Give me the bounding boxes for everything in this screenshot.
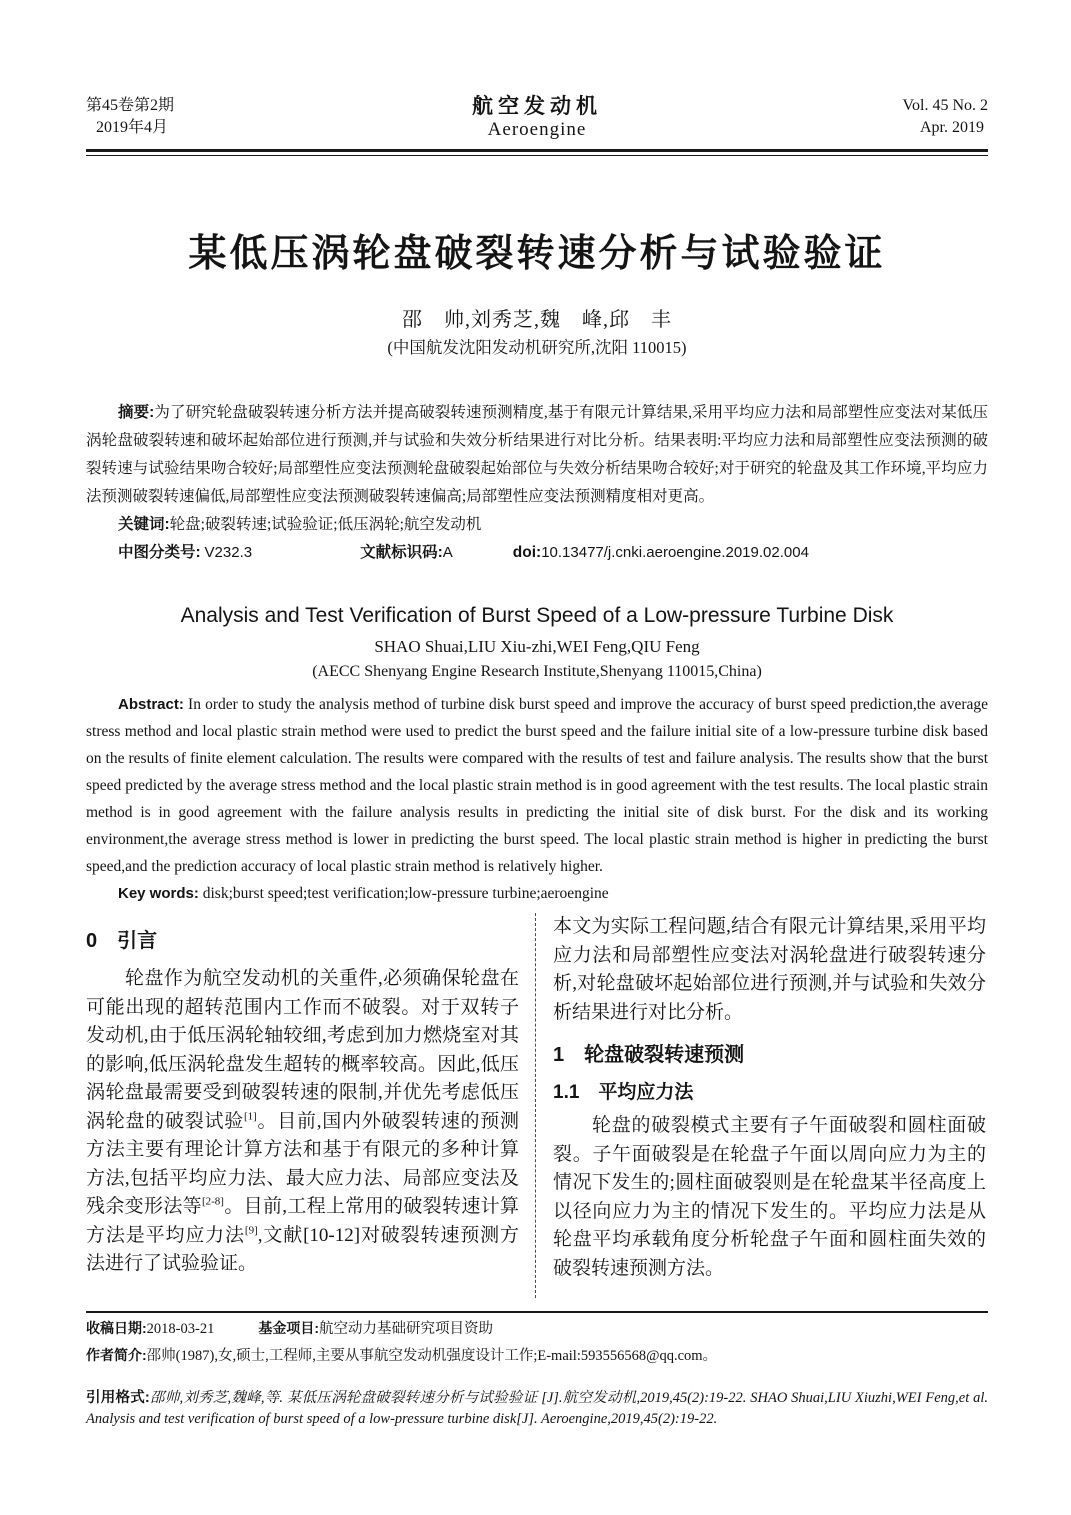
affiliation-en: (AECC Shenyang Engine Research Institute,Shenyang 110015,China) xyxy=(312,663,762,680)
abstract-cn xyxy=(86,399,988,511)
bio-value: 邵帅(1987),女,硕士,工程师,主要从事航空发动机强度设计工作;E-mail:593556568@qq.com。 xyxy=(146,1347,718,1364)
right-column xyxy=(553,913,986,1298)
keywords-en-label: Key words: xyxy=(118,885,199,902)
abstract-cn-label: 摘要: xyxy=(118,404,155,421)
issue-info-en xyxy=(788,95,988,139)
citation-en: SHAO Shuai,LIU Xiuzhi,WEI Feng,et al. Analysis and test verification of burst speed of a low-pressure turbine disk[J]. Aeroengine,2019,45(2):19-22. xyxy=(86,1390,988,1427)
clc-label: 中图分类号: xyxy=(118,544,201,561)
clc-value: V232.3 xyxy=(204,544,253,561)
received-fund-line xyxy=(86,1318,988,1340)
abstract-en-text: In order to study the analysis method of turbine disk burst speed and improve the accuracy of burst speed prediction,the average stress method and local plastic strain method were used to predict the burst speed and the failure initial site of a low-pressure turbine disk based on the results of finite element calculation. The results were compared with the results of test and failure analysis. The results show that the burst speed predicted by the average stress method and the local plastic strain method is in good agreement with the test results. The local plastic strain method is in good agreement with the failure analysis results in predicting the initial site of disk burst. For the disk and its working environment,the average stress method is lower in predicting the burst speed. The local plastic strain method is higher in predicting the burst speed,and the prediction accuracy of local plastic strain method is relatively higher. xyxy=(86,696,988,875)
volume-issue-cn: 第45卷第2期 xyxy=(86,97,175,114)
affiliation-cn: (中国航发沈阳发动机研究所,沈阳 110015) xyxy=(387,338,687,357)
issue-info xyxy=(86,95,286,139)
masthead-divider-thin-line xyxy=(86,155,988,156)
keywords-en xyxy=(86,880,988,907)
article-title-cn: 某低压涡轮盘破裂转速分析与试验验证 xyxy=(188,233,886,275)
keywords-cn xyxy=(86,511,988,539)
author-bio-line xyxy=(86,1345,988,1367)
intro-paragraph: 轮盘作为航空发动机的关重件,必须确保轮盘在可能出现的超转范围内工作而不破裂。对于双转子发动机,由于低压涡轮轴较细,考虑到加力燃烧室对其的影响,低压涡轮盘发生超转的概率较高。因此,低压涡轮盘最需要受到破裂转速的限制,并优先考虑低压涡轮盘的破裂试验[1]。目前,国内外破裂转速的预测方法主要有理论计算方法和基于有限元的多种计算方法,包括平均应力法、最大应力法、局部应变法及残余变形法等[2-8]。目前,工程上常用的破裂转速计算方法是平均应力法[9],文献[10-12]对破裂转速预测方法进行了试验验证。 xyxy=(86,968,519,1274)
received-label: 收稿日期: xyxy=(86,1320,147,1336)
bio-label: 作者简介: xyxy=(86,1346,147,1363)
journal-name-cn: 航空发动机 xyxy=(472,95,602,118)
authors-cn: 邵 帅,刘秀芝,魏 峰,邱 丰 xyxy=(402,309,672,331)
keywords-cn-label: 关键词: xyxy=(118,516,170,533)
abstract-cn-text: 为了研究轮盘破裂转速分析方法并提高破裂转速预测精度,基于有限元计算结果,采用平均应力法和局部塑性应变法对某低压涡轮盘破裂转速和破坏起始部位进行预测,并与试验和失效分析结果进行对比分析。结果表明:平均应力法和局部塑性应变法预测的破裂转速与试验结果吻合较好;局部塑性应变法预测轮盘破裂起始部位与失效分析结果吻合较好;对于研究的轮盘及其工作环境,平均应力法预测破裂转速偏低,局部塑性应变法预测破裂转速偏高;局部塑性应变法预测精度相对更高。 xyxy=(86,404,988,505)
body-columns xyxy=(86,913,988,1298)
issue-date-cn: 2019年4月 xyxy=(96,119,169,136)
masthead-divider xyxy=(86,149,988,156)
volume-issue-en: Vol. 45 No. 2 xyxy=(902,97,988,114)
doc-code-label: 文献标识码: xyxy=(360,544,443,561)
received-value: 2018-03-21 xyxy=(146,1321,215,1337)
abstract-en-label: Abstract: xyxy=(118,696,184,713)
intro-continuation-paragraph: 本文为实际工程问题,结合有限元计算结果,采用平均应力法和局部塑性应变法对涡轮盘进行破裂转速分析,对轮盘破坏起始部位进行预测,并与试验和失效分析结果进行对比分析。 xyxy=(553,916,986,1023)
abstract-en xyxy=(86,691,988,880)
doc-code-value: A xyxy=(442,544,453,561)
citation-label: 引用格式: xyxy=(86,1390,150,1406)
journal-name-en: Aeroengine xyxy=(487,119,587,140)
article-title-en: Analysis and Test Verification of Burst Speed of a Low-pressure Turbine Disk xyxy=(180,604,894,627)
citation-block xyxy=(86,1388,988,1430)
fund-label: 基金项目: xyxy=(258,1320,320,1336)
journal-masthead xyxy=(86,95,988,142)
classification-line xyxy=(86,539,988,567)
footnote-divider xyxy=(86,1311,988,1313)
left-column xyxy=(86,913,519,1298)
masthead-divider-thick-line xyxy=(86,149,988,152)
fund-value: 航空动力基础研究项目资助 xyxy=(319,1321,494,1337)
section-0-heading: 0 引言 xyxy=(86,930,158,952)
section-1-1-paragraph: 轮盘的破裂模式主要有子午面破裂和圆柱面破裂。子午面破裂是在轮盘子午面以周向应力为主的情况下发生的;圆柱面破裂则是在轮盘某半径高度上以径向应力为主的情况下发生的。平均应力法是从轮盘平均承载角度分析轮盘子午面和圆柱面失效的破裂转速预测方法。 xyxy=(553,1115,986,1279)
section-1-heading: 1 轮盘破裂转速预测 xyxy=(553,1044,745,1066)
issue-date-en: Apr. 2019 xyxy=(920,119,984,136)
keywords-en-text: disk;burst speed;test verification;low-pressure turbine;aeroengine xyxy=(202,885,609,902)
column-divider xyxy=(535,913,536,1298)
authors-en: SHAO Shuai,LIU Xiu-zhi,WEI Feng,QIU Feng xyxy=(374,637,700,656)
journal-name xyxy=(286,95,788,142)
keywords-cn-text: 轮盘;破裂转速;试验验证;低压涡轮;航空发动机 xyxy=(169,516,482,533)
doi-value: 10.13477/j.cnki.aeroengine.2019.02.004 xyxy=(541,544,809,561)
doi-label: doi: xyxy=(512,544,542,561)
section-1-1-heading: 1.1 平均应力法 xyxy=(553,1082,694,1103)
citation-cn: 邵帅,刘秀芝,魏峰,等. 某低压涡轮盘破裂转速分析与试验验证 [J].航空发动机,2019,45(2):19-22. xyxy=(149,1390,751,1406)
